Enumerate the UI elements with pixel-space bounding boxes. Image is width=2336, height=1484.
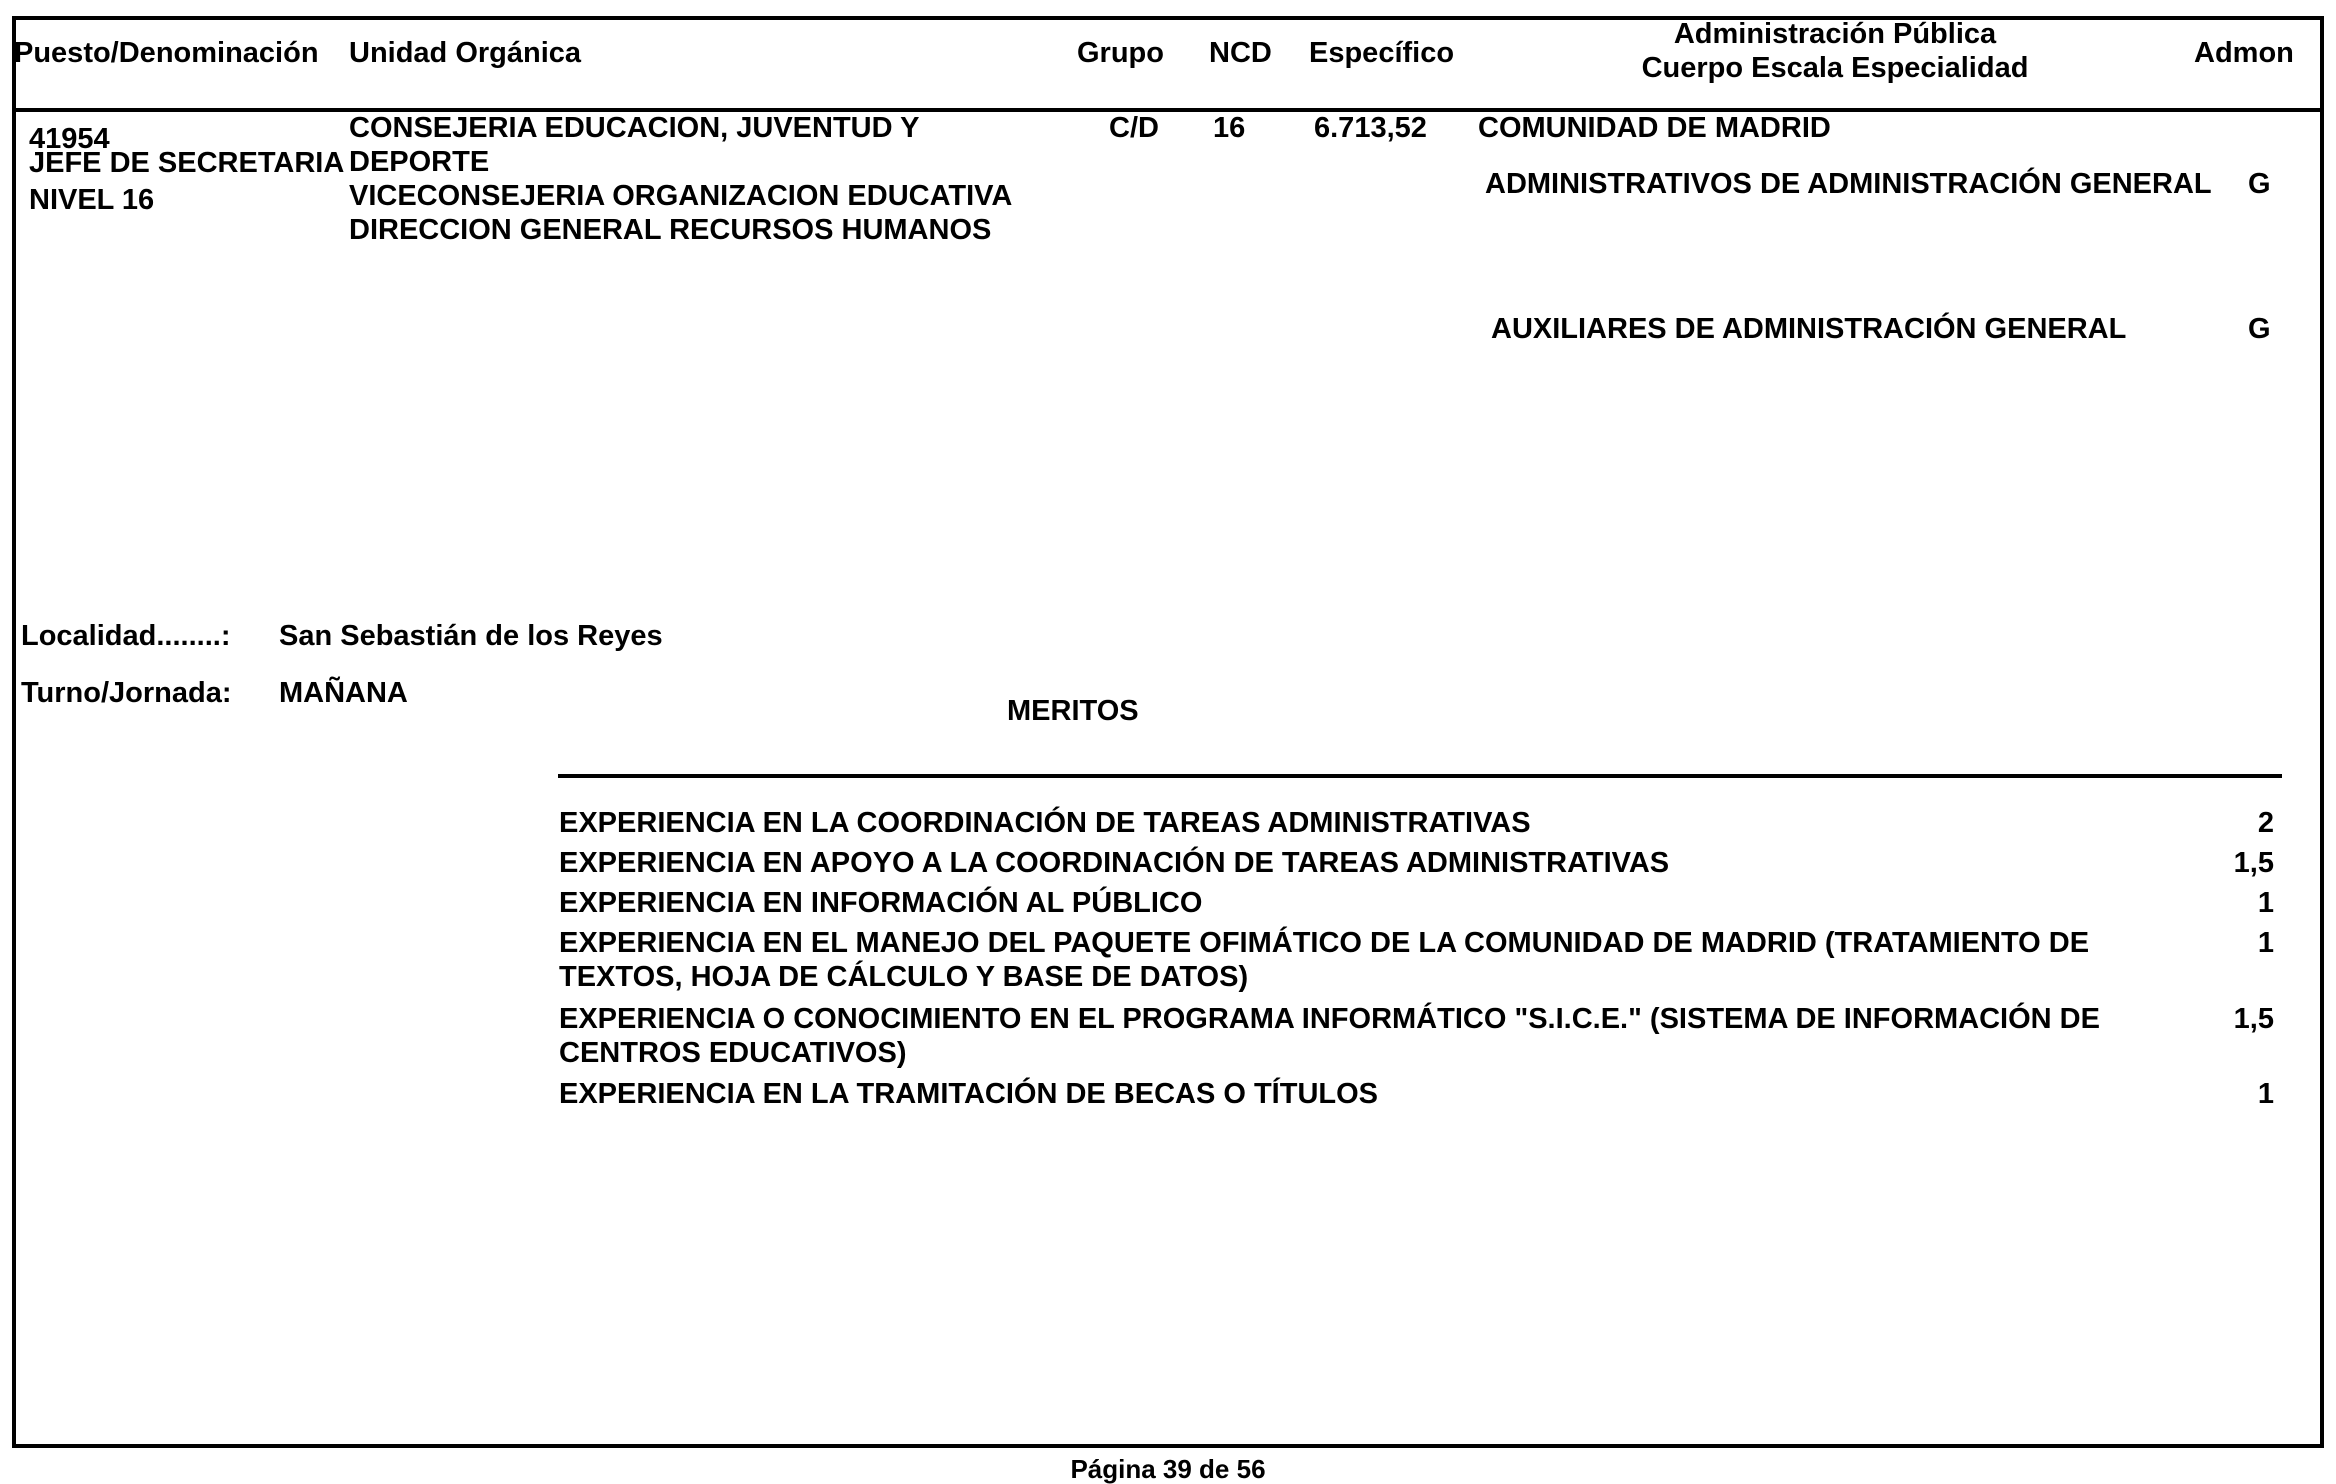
meritos-divider (558, 774, 2282, 778)
cuerpo-name: AUXILIARES DE ADMINISTRACIÓN GENERAL (1491, 313, 2127, 345)
merito-value: 1 (2257, 927, 2274, 959)
cuerpo-admon: G (2248, 313, 2271, 345)
administracion-value: COMUNIDAD DE MADRID (1478, 112, 1831, 144)
merito-text: EXPERIENCIA O CONOCIMIENTO EN EL PROGRAMA INFORMÁTICO "S.I.C.E." (SISTEMA DE INFORMACIÓN DE CENTROS EDUCATIVOS) (559, 1003, 2100, 1069)
merito-value: 1 (2257, 1078, 2274, 1110)
turno-label: Turno/Jornada: (21, 677, 232, 709)
meritos-title: MERITOS (1007, 695, 1139, 727)
col-header-admon: Admon (2194, 37, 2294, 69)
turno-value: MAÑANA (279, 677, 408, 709)
merito-text: EXPERIENCIA EN LA COORDINACIÓN DE TAREAS ADMINISTRATIVAS (559, 807, 1531, 839)
merito-value: 2 (2257, 807, 2274, 839)
page-number: Página 39 de 56 (1070, 1454, 1266, 1484)
col-header-administracion: Administración Pública (1673, 18, 1997, 50)
merito-value: 1 (2257, 887, 2274, 919)
merito-text: EXPERIENCIA EN APOYO A LA COORDINACIÓN DE TAREAS ADMINISTRATIVAS (559, 847, 1670, 879)
merito-text: EXPERIENCIA EN EL MANEJO DEL PAQUETE OFIMÁTICO DE LA COMUNIDAD DE MADRID (TRATAMIENTO DE TEXTOS, HOJA DE CÁLCULO Y BASE DE DATOS) (559, 927, 2090, 993)
merito-value: 1,5 (2233, 1003, 2274, 1035)
merito-text: EXPERIENCIA EN INFORMACIÓN AL PÚBLICO (559, 887, 1203, 919)
col-header-unidad: Unidad Orgánica (349, 37, 582, 69)
col-header-cuerpo-escala: Cuerpo Escala Especialidad (1641, 52, 2029, 84)
localidad-value: San Sebastián de los Reyes (279, 620, 663, 652)
puesto-denominacion: JEFE DE SECRETARIA (29, 147, 345, 179)
col-header-ncd: NCD (1209, 37, 1272, 69)
merito-text: EXPERIENCIA EN LA TRAMITACIÓN DE BECAS O TÍTULOS (559, 1078, 1379, 1110)
unidad-line-3: VICECONSEJERIA ORGANIZACION EDUCATIVA (349, 180, 1013, 212)
col-header-puesto: Puesto/Denominación (14, 37, 319, 69)
merito-value: 1,5 (2233, 847, 2274, 879)
unidad-line-1: CONSEJERIA EDUCACION, JUVENTUD Y (349, 112, 920, 144)
puesto-codigo: 41954 (29, 123, 110, 155)
especifico-value: 6.713,52 (1314, 112, 1427, 144)
grupo-value: C/D (1109, 112, 1159, 144)
localidad-label: Localidad........: (21, 620, 231, 652)
puesto-nivel: NIVEL 16 (29, 184, 155, 216)
cuerpo-name: ADMINISTRATIVOS DE ADMINISTRACIÓN GENERAL (1485, 168, 2212, 200)
cuerpo-admon: G (2248, 168, 2271, 200)
ncd-value: 16 (1213, 112, 1246, 144)
unidad-line-4: DIRECCION GENERAL RECURSOS HUMANOS (349, 214, 992, 246)
col-header-grupo: Grupo (1077, 37, 1164, 69)
unidad-line-2: DEPORTE (349, 146, 490, 178)
col-header-especifico: Específico (1309, 37, 1455, 69)
